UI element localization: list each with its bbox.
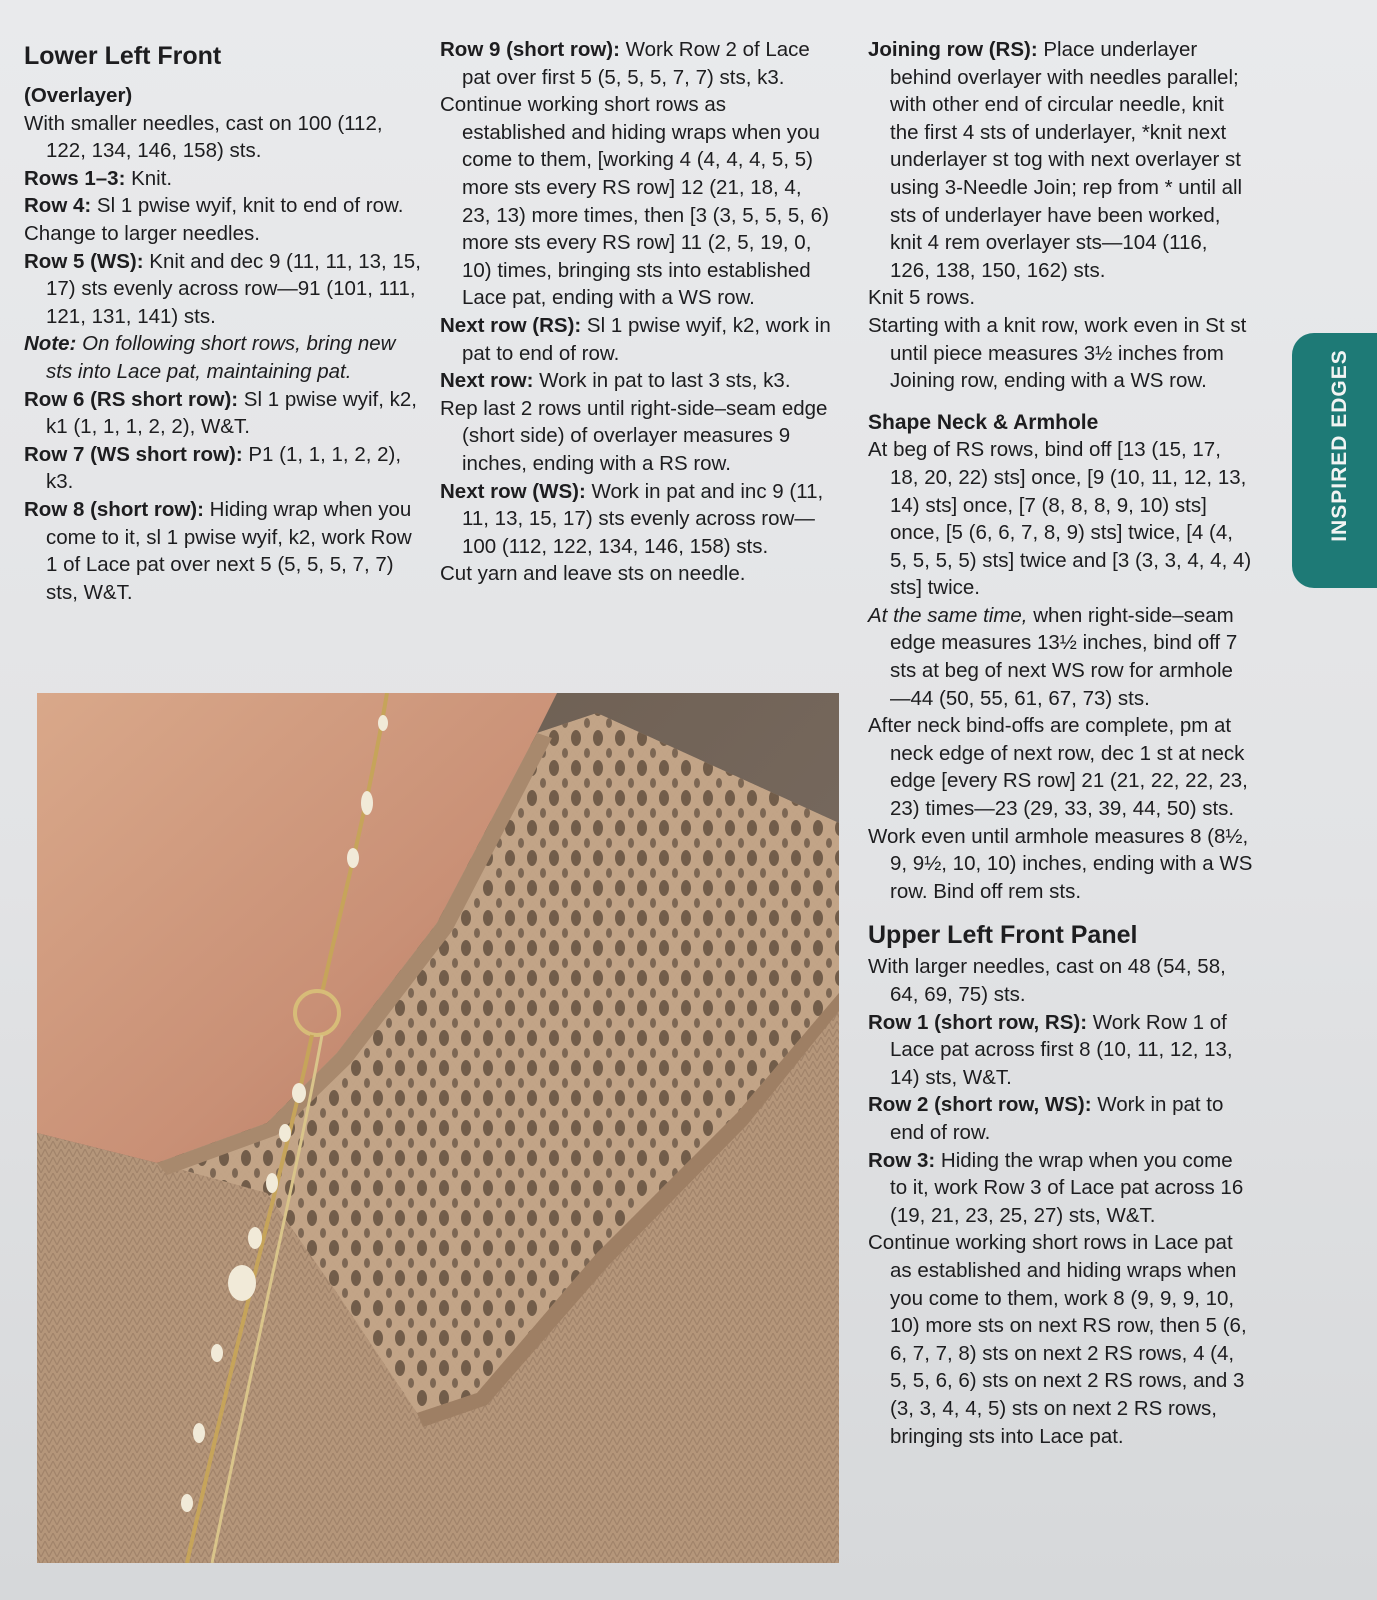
instruction-paragraph: Rep last 2 rows until right-side–seam edge (short side) of overlayer measures 9 inches, ending with a RS row.: [440, 396, 828, 475]
instruction-paragraph: [868, 36, 1253, 284]
instruction-paragraph: [24, 386, 424, 441]
row-label: Row 1 (short row, RS):: [868, 1010, 1088, 1034]
row-label: Row 6 (RS short row):: [24, 387, 239, 411]
note-text: On following short rows, bring new sts into Lace pat, maintaining pat.: [46, 332, 396, 383]
section-subtitle-overlayer: (Overlayer): [24, 84, 133, 107]
row-label: Rows 1–3:: [24, 166, 126, 190]
row-text: Knit.: [125, 166, 173, 190]
instruction-paragraph: [440, 367, 835, 395]
row-text: Work in pat and inc 9 (11, 11, 13, 15, 17) sts evenly across row—100 (112, 122, 134, 146, 158) sts.: [462, 479, 824, 558]
instruction-paragraph: Work even until armhole measures 8 (8½, 9, 9½, 10, 10) inches, ending with a WS row. Bind off rem sts.: [868, 824, 1253, 903]
note-paragraph: [24, 330, 424, 385]
row-label: Row 5 (WS):: [24, 249, 144, 273]
side-section-tab: [1292, 333, 1377, 588]
row-label: Row 8 (short row):: [24, 497, 204, 521]
row-text: P1 (1, 1, 1, 2, 2), k3.: [46, 442, 402, 494]
section-title-upper-left-front-panel: Upper Left Front Panel: [868, 921, 1138, 950]
row-text: Work in pat to last 3 sts, k3.: [533, 369, 791, 393]
instruction-paragraph: Cut yarn and leave sts on needle.: [440, 562, 746, 586]
instruction-paragraph: Continue working short rows as established and hiding wraps when you come to them, [working 4 (4, 4, 4, 5, 5) more sts every RS row] 12 (21, 18, 4, 23, 13) more times, then [3 (3, 5, 5, 5, 6) more sts every RS row] 11 (2, 5, 19, 0, 10) times, bringing sts into established Lace pat, ending with a WS row.: [440, 93, 829, 310]
row-label: Row 2 (short row, WS):: [868, 1093, 1092, 1117]
row-label: Row 9 (short row):: [440, 38, 620, 61]
instruction-paragraph: [868, 602, 1253, 712]
instruction-paragraph: At beg of RS rows, bind off [13 (15, 17, 18, 20, 22) sts] once, [9 (10, 11, 12, 13, 14) sts] once, [7 (8, 8, 8, 9, 10) sts] once, [5 (6, 6, 7, 8, 9) sts] twice, [4 (4, 5, 5, 5, 5) sts] twice and [3 (3, 3, 4, 4, 4) sts] twice.: [868, 438, 1252, 600]
row-label: Next row:: [440, 369, 534, 393]
column-1: [24, 36, 424, 606]
row-text: when right-side–seam edge measures 13½ inches, bind off 7 sts at beg of next WS row for armhole—44 (50, 55, 61, 67, 73) sts.: [890, 603, 1238, 710]
row-label: Row 4:: [24, 194, 92, 218]
row-text: Work in pat to end of row.: [890, 1093, 1224, 1144]
row-text: Sl 1 pwise wyif, k2, work in pat to end of row.: [462, 313, 831, 365]
instruction-paragraph: [440, 36, 835, 91]
section-heading-shape-neck-armhole: Shape Neck & Armhole: [868, 410, 1099, 434]
instruction-paragraph: [24, 165, 424, 193]
side-tab-label: INSPIRED EDGES: [1328, 349, 1351, 542]
row-text: Work Row 2 of Lace pat over first 5 (5, 5, 5, 7, 7) sts, k3.: [462, 38, 810, 89]
row-label: Next row (RS):: [440, 313, 582, 337]
instruction-paragraph: [868, 1009, 1253, 1092]
instruction-paragraph: Starting with a knit row, work even in St st until piece measures 3½ inches from Joining row, ending with a WS row.: [868, 313, 1247, 393]
instruction-paragraph: [868, 1147, 1253, 1230]
sweater-photo: [37, 693, 839, 1563]
row-text: Knit and dec 9 (11, 11, 13, 15, 17) sts evenly across row—91 (101, 111, 121, 131, 141) sts.: [46, 249, 421, 328]
row-label: Row 3:: [868, 1148, 936, 1172]
instruction-paragraph: [868, 1091, 1253, 1146]
instruction-paragraph: Knit 5 rows.: [868, 286, 976, 310]
instruction-paragraph: Continue working short rows in Lace pat as established and hiding wraps when you come to them, work 8 (9, 9, 9, 10, 10) more sts on next RS row, then 5 (6, 6, 7, 7, 8) sts on next 2 RS rows, 4 (4, 5, 5, 6, 6) sts on next 2 RS rows, and 3 (3, 3, 4, 4, 5) sts on next 2 RS rows, bringing sts into Lace pat.: [868, 1231, 1247, 1448]
row-label: Next row (WS):: [440, 479, 586, 503]
instruction-paragraph: With smaller needles, cast on 100 (112, 122, 134, 146, 158) sts.: [24, 111, 383, 163]
instruction-paragraph: [24, 192, 424, 220]
instruction-paragraph: Change to larger needles.: [24, 221, 260, 245]
emphasis-label: At the same time,: [868, 603, 1028, 627]
row-label: Row 7 (WS short row):: [24, 442, 243, 466]
row-label: Joining row (RS):: [868, 38, 1038, 61]
column-3: [868, 36, 1253, 1450]
row-text: Work Row 1 of Lace pat across first 8 (10, 11, 12, 13, 14) sts, W&T.: [890, 1010, 1233, 1089]
sweater-photo-illustration: [37, 693, 839, 1563]
instruction-paragraph: [24, 441, 424, 496]
instruction-paragraph: [24, 248, 424, 331]
row-text: Place underlayer behind overlayer with needles parallel; with other end of circular needle, knit the first 4 sts of underlayer, *knit next underlayer st tog with next overlayer st using 3-Needle Join; rep from * until all sts of underlayer have been worked, knit 4 rem overlayer sts—104 (116, 126, 138, 150, 162) sts.: [890, 38, 1243, 282]
row-text: Sl 1 pwise wyif, knit to end of row.: [91, 194, 404, 218]
row-text: Hiding the wrap when you come to it, work Row 3 of Lace pat across 16 (19, 21, 23, 25, 27) sts, W&T.: [890, 1148, 1244, 1227]
row-text: Hiding wrap when you come to it, sl 1 pwise wyif, k2, work Row 1 of Lace pat over next 5 (5, 5, 5, 7, 7) sts, W&T.: [46, 497, 412, 604]
note-label: Note:: [24, 332, 77, 356]
instruction-paragraph: [440, 312, 835, 367]
instruction-paragraph: [440, 478, 835, 561]
column-2: [440, 36, 835, 588]
section-title-lower-left-front: Lower Left Front: [24, 42, 222, 70]
instruction-paragraph: With larger needles, cast on 48 (54, 58, 64, 69, 75) sts.: [868, 955, 1226, 1006]
instruction-paragraph: After neck bind-offs are complete, pm at neck edge of next row, dec 1 st at neck edge [every RS row] 21 (21, 22, 22, 23, 23) times—23 (29, 33, 39, 44, 50) sts.: [868, 714, 1248, 821]
row-text: Sl 1 pwise wyif, k2, k1 (1, 1, 1, 2, 2), W&T.: [46, 387, 417, 439]
instruction-paragraph: [24, 496, 424, 606]
